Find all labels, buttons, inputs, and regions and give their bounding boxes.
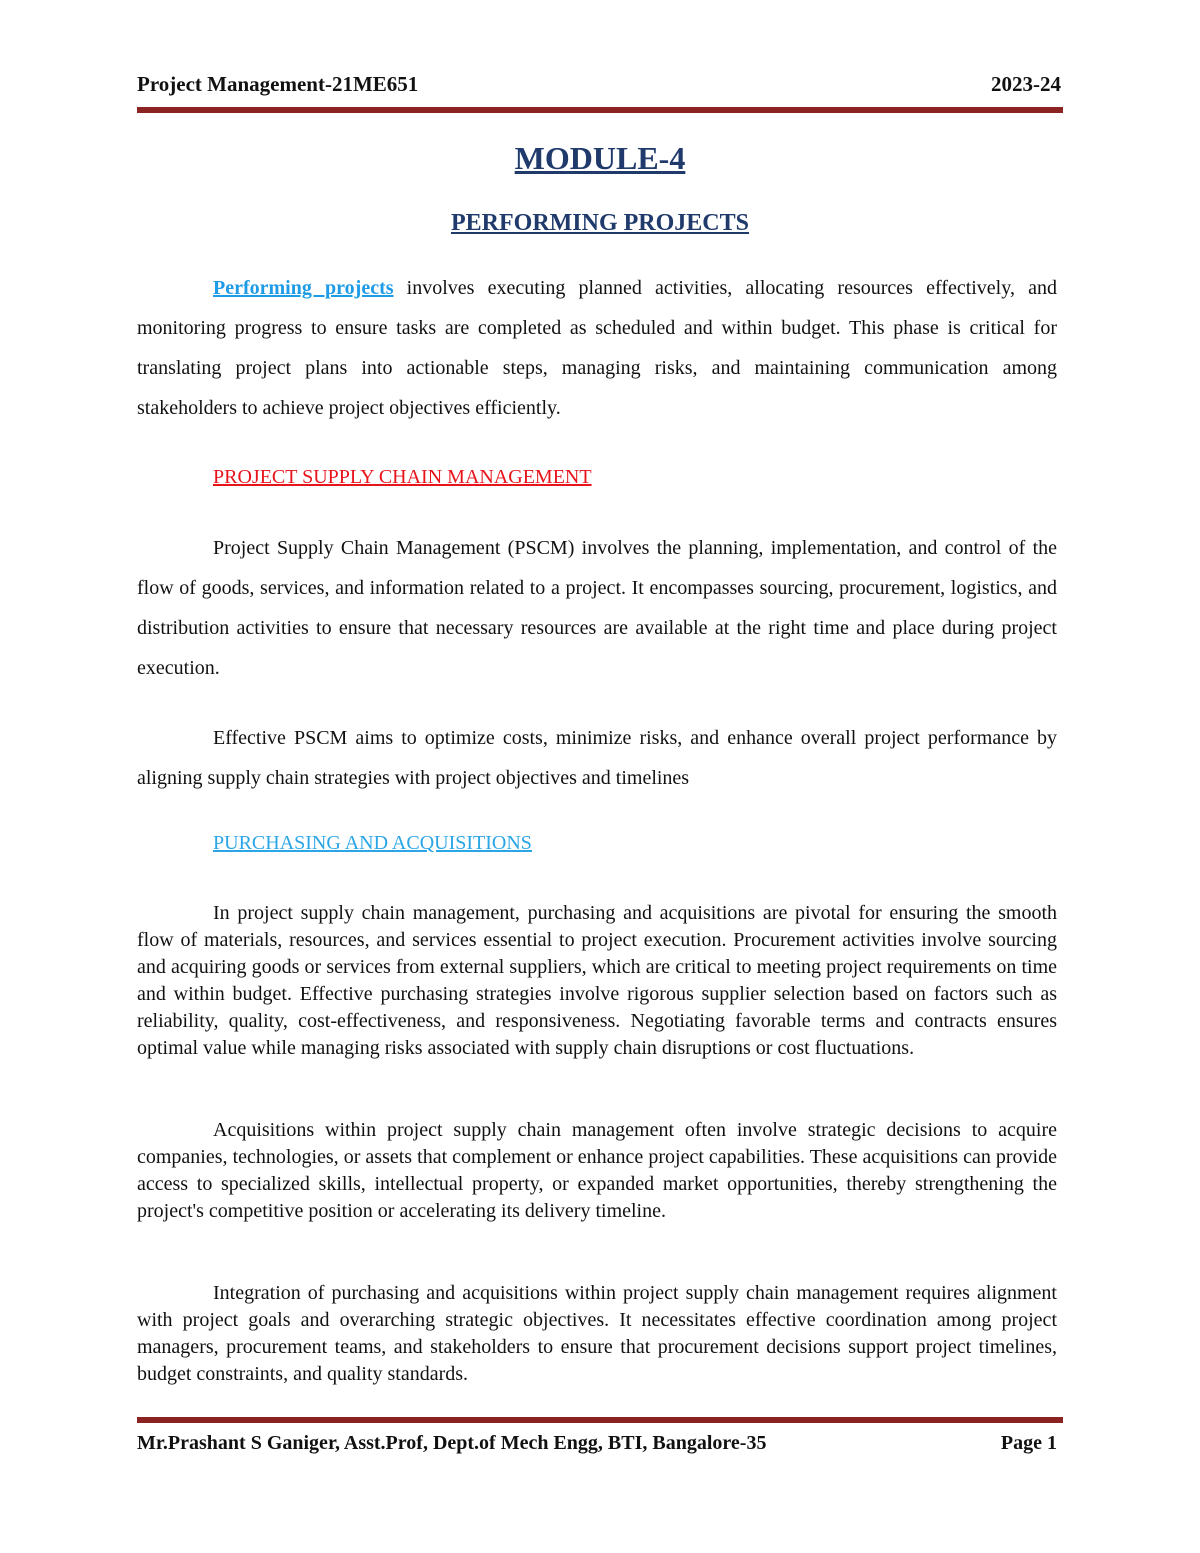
purchasing-paragraph-1: In project supply chain management, purchasing and acquisitions are pivotal for ensuring the smooth flow of materials, resources, and services essential to project execution. Procurement activities involve sourcing and acquiring goods or services from external suppliers, which are critical to meeting project requirements on time and within budget. Effective purchasing strategies involve rigorous supplier selection based on factors such as reliability, quality, cost-effectiveness, and responsiveness. Negotiating favorable terms and contracts ensures optimal value while managing risks associated with supply chain disruptions or cost fluctuations. [137, 902, 1057, 1059]
pscm-paragraph-2: Effective PSCM aims to optimize costs, minimize risks, and enhance overall project performance by aligning supply chain strategies with project objectives and timelines [137, 727, 1057, 789]
page-number: Page 1 [1000, 1432, 1057, 1454]
header-divider [137, 107, 1063, 113]
course-title: Project Management-21ME651 [137, 72, 419, 96]
page-footer [137, 1432, 1063, 1462]
author-info: Mr.Prashant S Ganiger, Asst.Prof, Dept.of Mech Engg, BTI, Bangalore-35 [137, 1432, 767, 1454]
purchasing-paragraph-3: Integration of purchasing and acquisitions within project supply chain management requires alignment with project goals and overarching strategic objectives. It necessitates effective coordination among project managers, procurement teams, and stakeholders to ensure that procurement decisions support project timelines, budget constraints, and quality standards. [137, 1282, 1057, 1385]
footer-divider [137, 1417, 1063, 1423]
academic-year: 2023-24 [991, 72, 1061, 96]
page-header [137, 72, 1063, 102]
pscm-heading: PROJECT SUPPLY CHAIN MANAGEMENT [213, 466, 592, 488]
intro-text: involves executing planned activities, allocating resources effectively, and monitoring progress to ensure tasks are completed as scheduled and within budget. This phase is critical for translating project plans into actionable steps, managing risks, and maintaining communication among stakeholders to achieve project objectives efficiently. [137, 277, 1057, 419]
module-title: MODULE-4 [514, 140, 686, 176]
section-title: PERFORMING PROJECTS [450, 210, 749, 236]
pscm-paragraph-1: Project Supply Chain Management (PSCM) involves the planning, implementation, and control of the flow of goods, services, and information related to a project. It encompasses sourcing, procurement, logistics, and distribution activities to ensure that necessary resources are available at the right time and place during project execution. [137, 537, 1057, 679]
purchasing-paragraph-2: Acquisitions within project supply chain management often involve strategic decisions to acquire companies, technologies, or assets that complement or enhance project capabilities. These acquisitions can provide access to specialized skills, intellectual property, or expanded market opportunities, thereby strengthening the project's competitive position or accelerating its delivery timeline. [137, 1119, 1057, 1222]
purchasing-heading: PURCHASING AND ACQUISITIONS [213, 832, 532, 854]
intro-paragraph [137, 268, 1057, 428]
intro-highlight: Performing projects [213, 277, 394, 299]
